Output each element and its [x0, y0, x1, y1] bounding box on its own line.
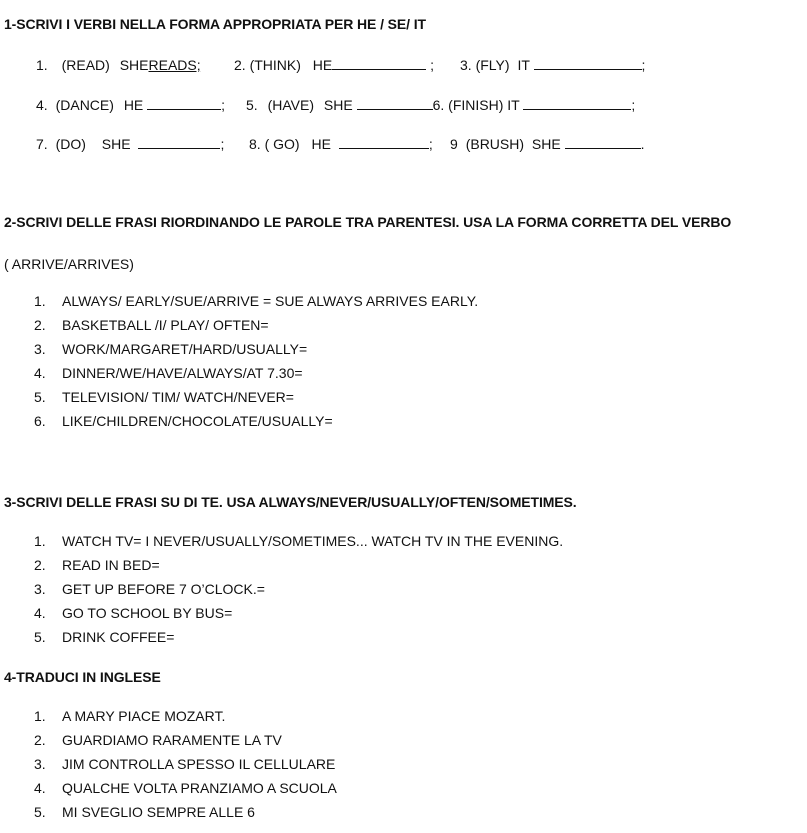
item-number: 3.	[34, 581, 46, 597]
answer-blank[interactable]	[534, 57, 642, 70]
answer-blank[interactable]	[357, 97, 433, 110]
item-number: 4.	[34, 780, 46, 796]
item-number: 3.	[460, 57, 472, 73]
item-number: 2.	[34, 557, 46, 573]
verb-cue: (HAVE)	[267, 97, 314, 113]
item-text: GO TO SCHOOL BY BUS=	[62, 605, 233, 621]
item-text: GUARDIAMO RARAMENTE LA TV	[62, 732, 282, 748]
answer-blank[interactable]	[138, 136, 220, 149]
item-text: QUALCHE VOLTA PRANZIAMO A SCUOLA	[62, 780, 337, 796]
item-text: WORK/MARGARET/HARD/USUALLY=	[62, 341, 308, 357]
verb-cue: ( GO)	[264, 136, 300, 152]
item-text: TELEVISION/ TIM/ WATCH/NEVER=	[62, 389, 294, 405]
item-number: 3.	[34, 341, 46, 357]
answer-blank[interactable]	[339, 136, 429, 149]
answer-blank[interactable]	[565, 136, 641, 149]
answer-blank[interactable]	[332, 57, 426, 70]
section-1-title: 1-SCRIVI I VERBI NELLA FORMA APPROPRIATA PER HE / SE/ IT	[4, 16, 426, 32]
item-number: 4.	[36, 97, 48, 113]
section-2-title: 2-SCRIVI DELLE FRASI RIORDINANDO LE PAROLE TRA PARENTESI. USA LA FORMA CORRETTA DEL VERBO	[4, 214, 732, 230]
item-number: 2.	[34, 732, 46, 748]
example-answer: READS;	[148, 57, 201, 73]
item-text: BASKETBALL /I/ PLAY/ OFTEN=	[62, 317, 269, 333]
exercise-item-8	[249, 136, 433, 152]
verb-cue: (BRUSH)	[465, 136, 525, 152]
verb-cue: (FINISH)	[448, 97, 504, 113]
item-text: ALWAYS/ EARLY/SUE/ARRIVE = SUE ALWAYS ARRIVES EARLY.	[62, 293, 479, 309]
item-number: 4.	[34, 365, 46, 381]
separator: .	[640, 136, 645, 152]
item-number: 6.	[432, 97, 445, 113]
verb-cue: (DO)	[55, 136, 86, 152]
item-text: GET UP BEFORE 7 O’CLOCK.=	[62, 581, 265, 597]
verb-cue: (THINK)	[249, 57, 301, 73]
section-2-subtitle: ( ARRIVE/ARRIVES)	[4, 256, 134, 272]
subject: IT	[517, 57, 530, 73]
item-number: 6.	[34, 413, 46, 429]
answer-blank[interactable]	[147, 97, 221, 110]
item-number: 4.	[34, 605, 46, 621]
exercise-item-7	[36, 136, 224, 152]
item-number: 3.	[34, 756, 46, 772]
item-text: JIM CONTROLLA SPESSO IL CELLULARE	[62, 756, 336, 772]
item-number: 1.	[34, 708, 46, 724]
verb-cue: (DANCE)	[55, 97, 114, 113]
item-text: A MARY PIACE MOZART.	[62, 708, 226, 724]
item-number: 7.	[36, 136, 48, 152]
item-number: 1.	[34, 533, 46, 549]
item-text: DRINK COFFEE=	[62, 629, 175, 645]
item-number: 2.	[234, 57, 246, 73]
verb-cue: (FLY)	[475, 57, 510, 73]
item-number: 2.	[34, 317, 46, 333]
section-3-title: 3-SCRIVI DELLE FRASI SU DI TE. USA ALWAYS/NEVER/USUALLY/OFTEN/SOMETIMES.	[4, 494, 577, 510]
exercise-item-2	[234, 57, 434, 73]
answer-blank[interactable]	[523, 97, 631, 110]
subject: HE	[312, 57, 333, 73]
subject: SHE	[101, 136, 131, 152]
item-text: LIKE/CHILDREN/CHOCOLATE/USUALLY=	[62, 413, 333, 429]
exercise-item-4	[36, 97, 225, 113]
exercise-item-5	[246, 97, 635, 113]
item-number: 5.	[34, 389, 46, 405]
subject: IT	[507, 97, 520, 113]
item-text: DINNER/WE/HAVE/ALWAYS/AT 7.30=	[62, 365, 303, 381]
item-number: 8.	[249, 136, 261, 152]
verb-cue: (READ)	[61, 57, 110, 73]
separator: ;	[428, 136, 433, 152]
item-number: 5.	[34, 629, 46, 645]
separator: ;	[641, 57, 646, 73]
separator: ;	[220, 136, 225, 152]
exercise-item-9	[450, 136, 645, 152]
subject: HE	[123, 97, 144, 113]
item-number: 1.	[34, 293, 46, 309]
item-number: 5.	[246, 97, 258, 113]
item-text: WATCH TV= I NEVER/USUALLY/SOMETIMES... WATCH TV IN THE EVENING.	[62, 533, 564, 549]
subject: SHE	[323, 97, 353, 113]
item-text: MI SVEGLIO SEMPRE ALLE 6	[62, 804, 255, 820]
item-text: READ IN BED=	[62, 557, 160, 573]
separator: ;	[631, 97, 636, 113]
separator: ;	[221, 97, 226, 113]
subject: SHE	[531, 136, 561, 152]
subject: SHE	[119, 57, 149, 73]
exercise-row-1	[36, 57, 201, 73]
separator: ;	[430, 57, 435, 73]
item-number: 9	[450, 136, 458, 152]
section-4-title: 4-TRADUCI IN INGLESE	[4, 669, 161, 685]
subject: HE	[311, 136, 331, 152]
item-number: 5.	[34, 804, 46, 820]
exercise-item-3	[460, 57, 645, 73]
item-number: 1.	[36, 57, 48, 73]
